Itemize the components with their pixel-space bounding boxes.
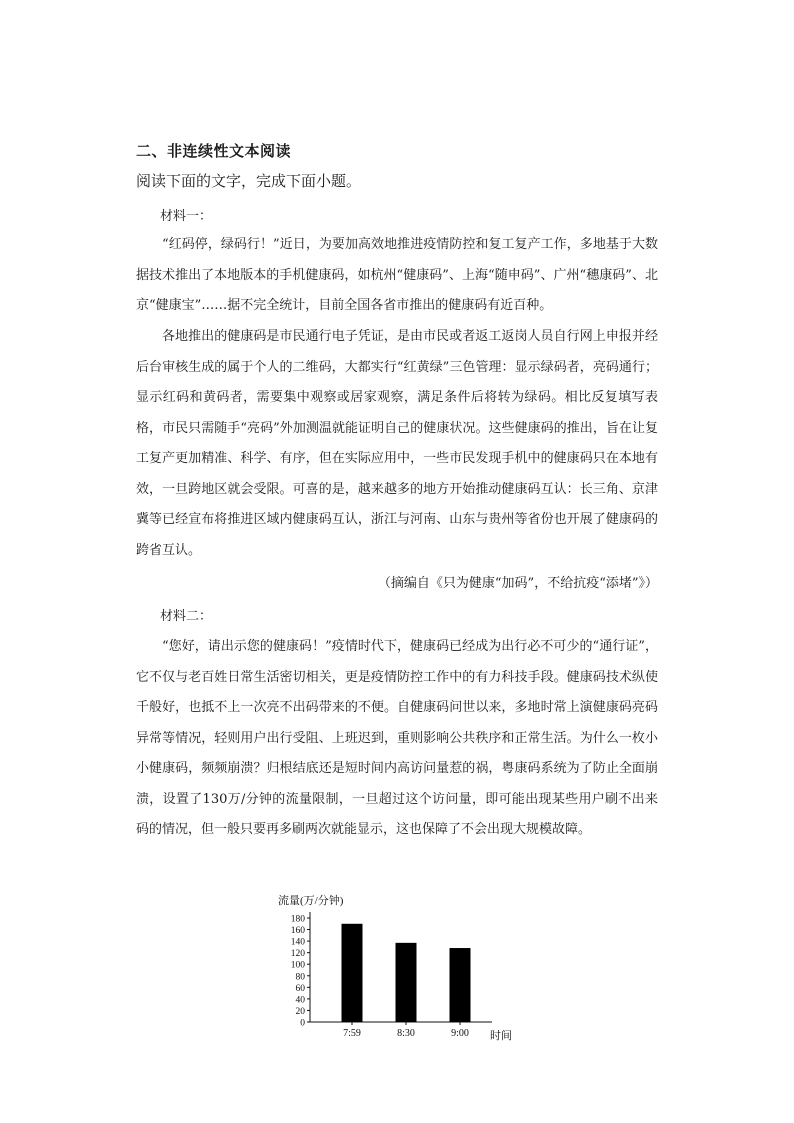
bar: [450, 948, 471, 1022]
material1-label: 材料一：: [160, 209, 213, 224]
y-tick-label: 20: [295, 1006, 305, 1017]
x-axis-label: 时间: [490, 1030, 512, 1042]
bar: [396, 943, 417, 1022]
x-tick-label: 8:30: [397, 1028, 415, 1039]
material2-paragraph-1: “您好，请出示您的健康码！”疫情时代下，健康码已经成为出行必不可少的“通行证”，它不仅与老百姓日常生活密切相关，更是疫情防控工作中的有力科技手段。健康码技术纵使千般好，也抵不上一次亮不出码带来的不便。自健康码问世以来，多地时常上演健康码亮码异常等情况，轻则用户出行受阻、上班迟到，重则影响公共秩序和正常生活。为什么一枚小小健康码，频频崩溃？归根结底还是短时间内高访问量惹的祸，粤康码系统为了防止全面崩溃，设置了130万/分钟的流量限制，一旦超过这个访问量，即可能出现某些用户刷不出来码的情况，但一般只要再多刷两次就能显示，这也保障了不会出现大规模故障。: [136, 639, 658, 837]
material1-paragraph-1: “红码停，绿码行！”近日，为要加高效地推进疫情防控和复工复产工作，多地基于大数据技术推出了本地版本的手机健康码，如杭州“健康码”、上海“随申码”、广州“穗康码”、北京“健康宝”……据不完全统计，目前全国各省市推出的健康码有近百种。: [136, 237, 658, 313]
x-tick-label: 9:00: [451, 1028, 469, 1039]
y-tick-label: 100: [290, 960, 305, 971]
material1-paragraph-2: 各地推出的健康码是市民通行电子凭证，是由市民或者返工返岗人员自行网上申报并经后台审核生成的属于个人的二维码，大都实行“红黄绿”三色管理：显示绿码者，亮码通行；显示红码和黄码者，需要集中观察或居家观察，满足条件后将转为绿码。相比反复填写表格，市民只需随手“亮码”外加测温就能证明自己的健康状况。这些健康码的推出，旨在让复工复产更加精准、科学、有序，但在实际应用中，一些市民发现手机中的健康码只在本地有效，一旦跨地区就会受限。可喜的是，越来越多的地方开始推动健康码互认：长三角、京津冀等已经宣布将推进区域内健康码互认，浙江与河南、山东与贵州等省份也开展了健康码的跨省互认。: [136, 329, 658, 558]
reading-instruction: 阅读下面的文字，完成下面小题。: [136, 172, 362, 190]
traffic-bar-chart: [270, 888, 530, 1048]
x-tick-label: 7:59: [343, 1028, 361, 1039]
y-tick-label: 120: [290, 949, 305, 960]
y-tick-label: 160: [290, 926, 305, 937]
y-tick-label: 180: [290, 914, 305, 925]
y-tick-label: 80: [295, 972, 305, 983]
section-title: 二、非连续性文本阅读: [136, 142, 292, 160]
y-tick-label: 140: [290, 937, 305, 948]
y-axis-label: 流量(万/分钟): [278, 895, 344, 907]
bar: [342, 924, 363, 1022]
y-tick-label: 60: [295, 983, 305, 994]
material2-label: 材料二：: [160, 609, 213, 624]
y-tick-label: 40: [295, 995, 305, 1006]
y-tick-label: 0: [300, 1018, 305, 1029]
material1-source: （摘编自《只为健康“加码”，不给抗疫“添堵”》）: [377, 576, 658, 591]
